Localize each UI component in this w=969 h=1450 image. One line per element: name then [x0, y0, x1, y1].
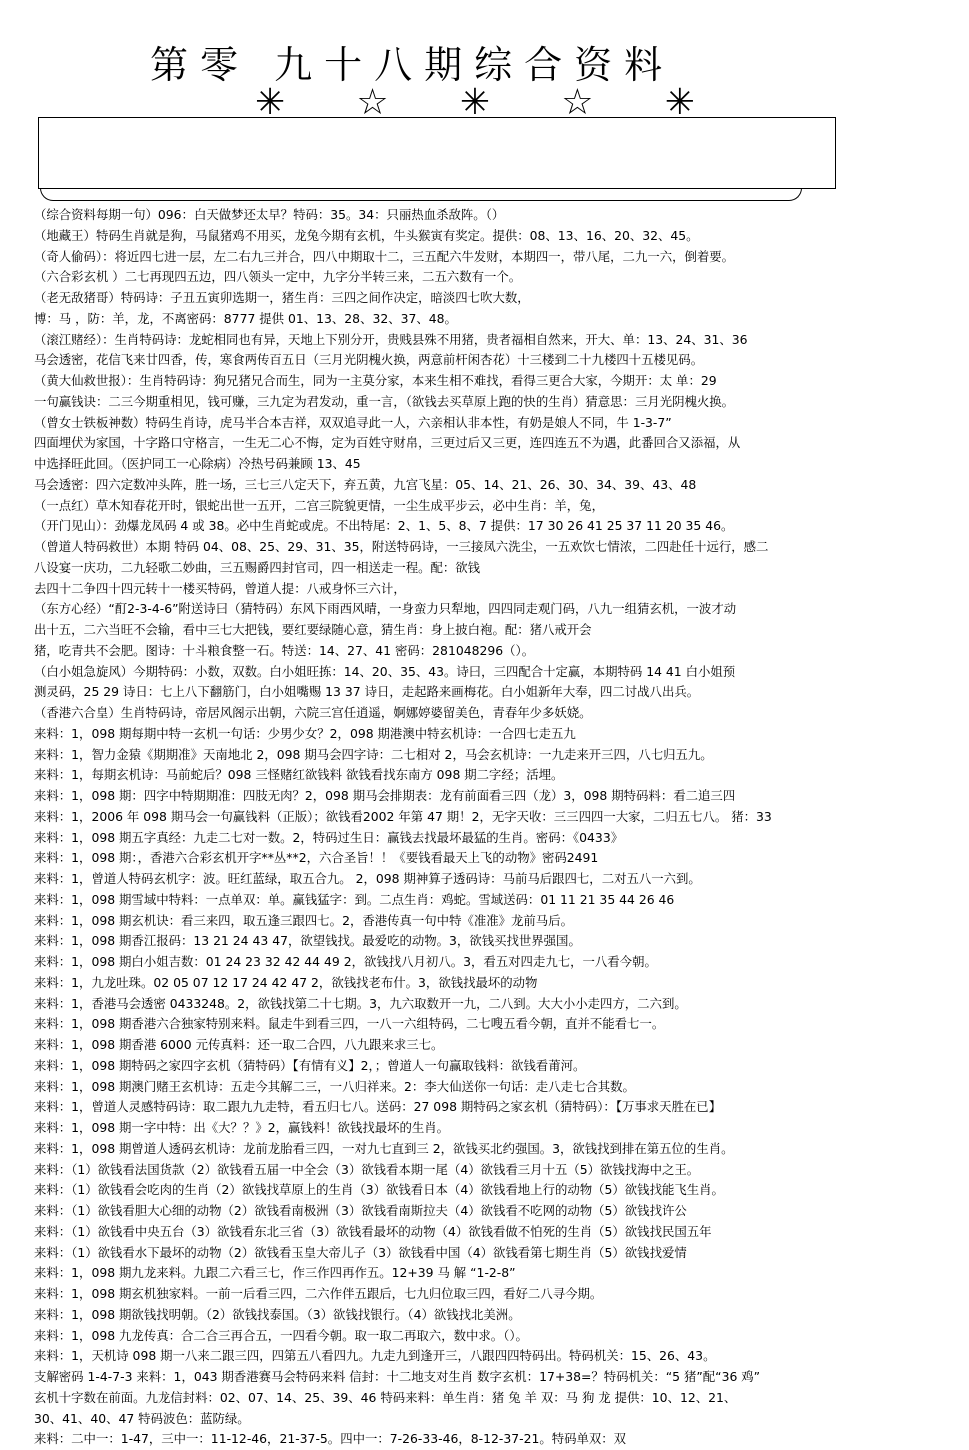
text-line: （奇人偷码）：将近四七进一层，左二右九三并合，四八中期取十二，三五配六牛发财，本期四一，带八尾，二九一六，倒着要。 — [34, 248, 735, 264]
text-line: 来料：1，098 期澳门赌王玄机诗：五走今其解二三，一八归祥来。2：李大仙送你一句话：走八走七合其数。 — [34, 1078, 635, 1094]
text-line: （老无敌猪哥）特码诗：子丑五寅卯选期一，猪生肖：三四之间作决定，暗淡四七吹大数， — [34, 290, 530, 305]
text-line: （曾道人特码救世）本期 特码 04、08、25、29、31、35，附送特码诗，一三接凤六洗尘，一五欢饮七情浓，二四赴任十远行，感二 — [34, 539, 769, 554]
text-line: 来料：1，九龙吐珠。02 05 07 12 17 24 42 47 2，欲钱找老布什。3，欲钱找最坏的动物 — [34, 974, 538, 990]
text-line: （黄大仙救世报）：生肖特码诗：狗兄猪兄合而生，同为一主莫分家，本来生相不难找，看得三更合大家，今期开：太 单：29 — [34, 373, 717, 388]
text-line: 来料：1，098 期香港 6000 元传真料：还一取二合四，八九跟来求三七。 — [34, 1037, 444, 1052]
text-line: 来料：1，098 期欲钱找明朝。（2）欲钱找泰国。（3）欲钱找银行。（4）欲钱找北美洲。 — [34, 1306, 521, 1322]
text-line: 马会透密，花信飞来廿四香，传，寒食两传百五日（三月光阴槐火换，两意前杆闲杏花）十三楼到二十九楼四十五楼见码。 — [34, 352, 704, 368]
text-line: （综合资料每期一句）096：白天做梦还太早？特码：35。34：只丽热血杀敌阵。（） — [34, 207, 505, 222]
text-line: 来料：1，098 期五字真经：九走二七对一数。2，特码过生日：赢钱去找最坏最猛的生肖。密码：《0433》 — [34, 829, 624, 845]
text-line: 来料：1，曾道人特码玄机字：波。旺红蓝绿，取五合九。 2，098 期神算子透码诗：马前马后跟四七，二对五八一六到。 — [34, 871, 701, 886]
text-line: 测灵码，25 29 诗日：七上八下翻筋门，白小姐嘴赐 13 37 诗日，走起路来画梅花。白小姐新年大奉，四二讨战八出兵。 — [34, 684, 700, 700]
text-line: 来料：1，098 期玄机诀：看三来四，取五逢三跟四七。2，香港传真一句中特《准准》龙前马后。 — [34, 912, 573, 928]
text-line: 四面埋伏为家国，十字路口守格言，一生无二心不悔，定为百姓守财帛，三更过后又三更，连四连五不为遇，此番回合又添福，从 — [34, 435, 741, 451]
text-line: 来料：1，2006 年 098 期马会一句赢钱料（正版）；欲钱看2002 年第 47 期！2，无字天收：三三四四一大家，二归五七八。 猪：33 — [34, 808, 772, 824]
text-line: 来料：1，098 期雪域中特料：一点单双：单。赢钱猛字：到。二点生肖：鸡蛇。雪域送码：01 11 21 35 44 26 46 — [34, 891, 675, 907]
text-line: 来料：1，098 期九龙来料。九跟二六看三七，作三作四再作五。12+39 马 解 “1-2-8” — [34, 1265, 516, 1281]
text-line: 30、41、40、47 特码波色：蓝防绿。 — [34, 1410, 250, 1426]
star-row — [255, 82, 695, 122]
text-line: 一句赢钱诀：二三今期重相见，钱可赚，三九定为君发动，重一言，（欲钱去买草原上跑的快的生肖）猜意思：三月光阴槐火换。 — [34, 393, 735, 409]
text-line: （东方心经）“酊2-3-4-6”附送诗曰（猜特码）东风下雨西风晴，一身蛮力只犁地，四四同走观门码，八九一组猜玄机，一波才动 — [34, 601, 737, 617]
empty-banner-box — [38, 117, 836, 189]
text-line: 来料：1，098 期白小姐吉数：01 24 23 32 42 44 49 2，欲钱找八月初八。3，看五对四走九七，一八看今朝。 — [34, 954, 657, 969]
text-line: 来料：1，098 期一字中特：出《大？？》2，赢钱料！欲钱找最坏的生肖。 — [34, 1120, 450, 1135]
text-line: 来料：（1）欲钱看水下最坏的动物（2）欲钱看玉皇大帝儿子（3）欲钱看中国（4）欲钱看第七期生肖（5）欲钱找爱情 — [34, 1244, 687, 1260]
asterisk-star-icon: ✳ — [255, 81, 286, 123]
text-line: 来料：1，天机诗 098 期一八来二跟三四，四第五八看四九。九走九到逢开三，八跟四四特码出。特码机关：15、26、43。 — [34, 1348, 716, 1364]
text-line: 来料：1，098 期：四字中特期期准：四肢无肉？2，098 期马会排期表：龙有前面看三四（龙）3，098 期特码料：看二追三四 — [34, 788, 736, 803]
document-body — [34, 205, 959, 1450]
text-line: 支解密码 1-4-7-3 来料：1，043 期香港赛马会特码来料 信封：十二地支对生肖 数字玄机：17+38=？特码机关：“5 猪”配“36 鸡” — [34, 1369, 761, 1384]
text-line: 来料：（1）欲钱看中央五台（3）欲钱看东北三省（3）欲钱看最坏的动物（4）欲钱看做不怕死的生肖（5）欲钱找民国五年 — [34, 1223, 712, 1239]
outline-star-icon: ☆ — [356, 81, 389, 123]
text-line: 来料：1，每期玄机诗：马前蛇后？098 三怪赌红欲钱料 欲钱看找东南方 098 期二字经；活埋。 — [34, 767, 564, 783]
text-line: 来料：（1）欲钱看会吃肉的生肖（2）欲钱找草原上的生肖（3）欲钱看日本（4）欲钱看地上行的动物（5）欲钱找能飞生肖。 — [34, 1182, 724, 1198]
text-line: 玄机十字数在前面。九龙信封料：02、07、14、25、39、46 特码来料：单生肖：猪 兔 羊 双：马 狗 龙 提供：10、12、21、 — [34, 1389, 737, 1405]
asterisk-star-icon: ✳ — [459, 81, 491, 123]
text-line: 去四十二争四十四元转十一楼买特码，曾道人提：八戒身怀三六计， — [34, 580, 406, 596]
text-line: （滚江赌经）：生肖特码诗：龙蛇相同也有异，天地上下别分开，贵贱县殊不用猪，贵者福相自然来，开大、单：13、24、31、36 — [34, 331, 748, 347]
text-line: 来料：1，098 期玄机独家料。一前一后看三四，二六作伴五跟后，七九归位取三四，看好二八寻今期。 — [34, 1286, 603, 1301]
text-line: （白小姐急旋风）今期特码：小数，双数。白小姐旺拣：14、20、35、43。诗曰，三四配合十定赢，本期特码 14 41 白小姐预 — [34, 663, 736, 679]
text-line: 来料：1，香港马会透密 0433248。2，欲钱找第二十七期。3，九六取数开一九，二八到。大大小小走四方，二六到。 — [34, 995, 687, 1011]
text-line: （开门见山）：劲爆龙凤码 4 或 38。必中生肖蛇或虎。不出特尾：2、1、5、8、7 提供：17 30 26 41 25 37 11 20 35 46。 — [34, 518, 734, 534]
text-line: 来料：1，098 期特码之家四字玄机（猜特码）【有情有义】2，；曾道人一句赢取钱料：欲钱看莆河。 — [34, 1057, 586, 1073]
page-title: 第零 九十八期综合资料 — [150, 43, 675, 87]
text-line: 来料：1，098 期曾道人透码玄机诗：龙前龙胎看三四，一对九七直到三 2，欲钱买北约强国。3，欲钱找到排在第五位的生肖。 — [34, 1140, 734, 1156]
text-line: 来料：二中一：1-47，三中一：11-12-46，21-37-5。四中一：7-26-33-46，8-12-37-21。特码单双：双 — [34, 1431, 627, 1447]
text-line: （地藏王）特码生肖就是狗，马鼠猪鸡不用买，龙兔今期有玄机，牛头猴寅有奖定。提供：08、13、16、20、32、45。 — [34, 227, 699, 243]
text-line: 来料：1，098 九龙传真：合二合三再合五，一四看今朝。取一取二再取六，数中求。（）。 — [34, 1327, 528, 1343]
text-line: 八设宴一庆功，二九轻歌二妙曲，三五赐爵四封官司，四一相送走一程。配：欲钱 — [34, 559, 481, 575]
text-line: 来料：（1）欲钱看胆大心细的动物（2）欲钱看南极洲（3）欲钱看南斯拉夫（4）欲钱看不吃网的动物（5）欲钱找许公 — [34, 1203, 687, 1218]
text-line: 来料：1，098 期：，香港六合彩玄机开字**丛**2，六合圣旨！！《要钱看最天上飞的动物》密码2491 — [34, 850, 599, 866]
text-line: 来料：1，098 期香江报码：13 21 24 43 47，欲望钱找。最爱吃的动物。3，欲钱买找世界强国。 — [34, 933, 581, 949]
brace-decoration — [40, 188, 802, 201]
text-line: 来料：1，智力金猿《期期准》天南地北 2，098 期马会四字诗：二七相对 2，马会玄机诗：一九走来开三四，八七归五九。 — [34, 746, 713, 762]
text-line: （曾女士铁板神数）特码生肖诗，虎马半合本吉祥，双双追寻此一人，六亲相认非本性，有奶是娘人不同，牛 1-3-7” — [34, 414, 672, 430]
text-line: 中选择旺此回。（医护同工一心除病）冷热号码兼顾 13、45 — [34, 456, 361, 471]
text-line: 来料：1，曾道人灵感特码诗：取二跟九九走特，看五归七八。送码：27 098 期特码之家玄机（猜特码）：【万事求天胜在已】 — [34, 1099, 722, 1115]
text-line: 出十五，二六当旺不会输，看中三七大把钱，要红要绿随心意，猜生肖：身上披白袍。配：猪八戒开会 — [34, 622, 592, 637]
text-line: 猪，吃青共不会肥。图诗：十斗粮食整一石。特送：14、27、41 密码：281048296（）。 — [34, 642, 535, 658]
outline-star-icon: ☆ — [561, 81, 594, 123]
text-line: 来料：1，098 期香港六合独家特别来料。鼠走牛到看三四，一八一六组特码，二七嗖五看今朝，直并不能看七一。 — [34, 1016, 665, 1032]
asterisk-star-icon: ✳ — [664, 81, 695, 123]
text-line: 马会透密：四六定数冲头阵，胜一场，三七三八定天下，弃五黄，九宫飞星：05、14、21、26、30、34、39、43、48 — [34, 476, 697, 492]
text-line: （一点红）草木知春花开时，银蛇出世一五开，二宫三院貌更情，一尘生成平步云，必中生肖：羊，兔， — [34, 497, 604, 513]
text-line: 来料：（1）欲钱看法国货款（2）欲钱看五届一中全会（3）欲钱看本期一尾（4）欲钱看三月十五（5）欲钱找海中之王。 — [34, 1161, 700, 1177]
text-line: （六合彩玄机 ）二七再现四五边，四八领头一定中，九字分半转三来，二五六数有一个。 — [34, 269, 522, 285]
text-line: （香港六合皇）生肖特码诗，帝居风阁示出朝，六院三宫任逍遥，婀娜婷婆留美色，青春年少多妖娆。 — [34, 705, 592, 720]
text-line: 来料：1，098 期每期中特一玄机一句话：少男少女？2，098 期港澳中特玄机诗：一合四七走五九 — [34, 725, 576, 741]
text-line: 博：马 ，防：羊，龙，不离密码：8777 提供 01、13、28、32、37、48。 — [34, 310, 457, 326]
